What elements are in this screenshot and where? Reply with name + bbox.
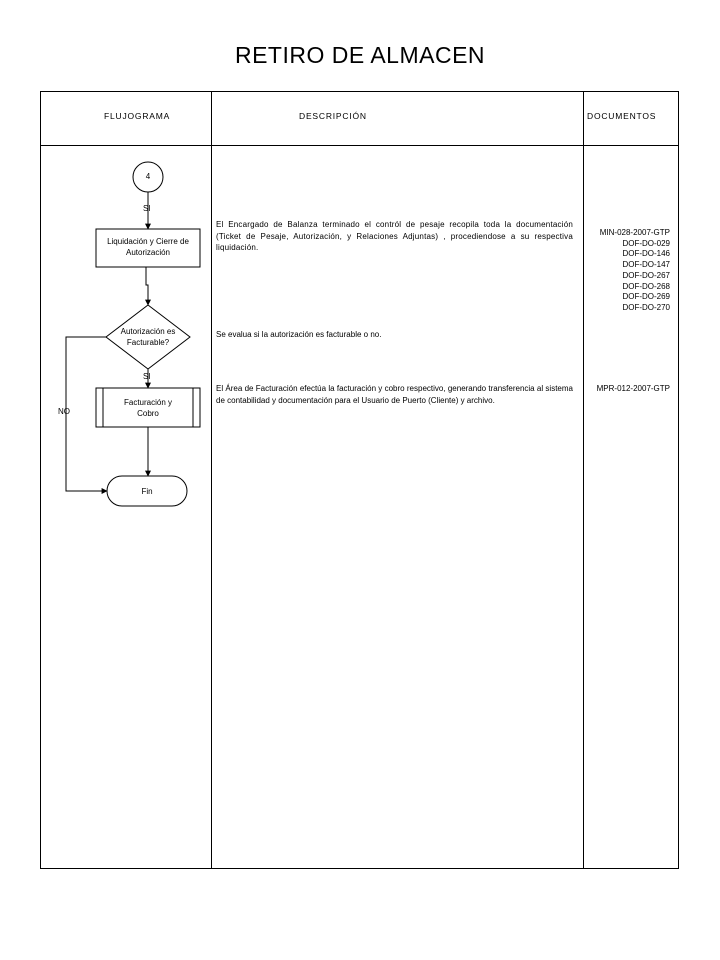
header-documentos: DOCUMENTOS <box>587 111 657 121</box>
page-title: RETIRO DE ALMACEN <box>234 42 486 68</box>
description-1: El Encargado de Balanza terminado el contról de pesaje recopila toda la documentación (Ticket de Pesaje, Autorización, y Relaciones Adjuntas) , procediendose a su respectiva liquidación. <box>216 220 573 252</box>
document-code: DOF-DO-029 <box>622 238 670 248</box>
document-code: MPR-012-2007-GTP <box>596 384 670 393</box>
documents-list-1 <box>584 228 670 314</box>
decision-label: Autorización es Facturable? <box>120 327 176 347</box>
header-flujograma: FLUJOGRAMA <box>104 111 171 121</box>
documents-list-2 <box>584 384 670 395</box>
document-code: DOF-DO-146 <box>622 249 670 259</box>
connector-label: 4 <box>145 172 151 181</box>
process-1-label: Liquidación y Cierre de Autorización <box>107 237 189 257</box>
description-2: Se evalua si la autorización es facturable o no. <box>216 330 382 339</box>
si-label-2: SI <box>143 372 151 381</box>
document-code: DOF-DO-270 <box>622 302 670 312</box>
si-label-1: SI <box>143 204 151 213</box>
document-code: DOF-DO-268 <box>622 281 670 291</box>
end-label: Fin <box>141 487 153 496</box>
header-descripcion: DESCRIPCIÓN <box>299 111 367 121</box>
process-2-label: Facturación y Cobro <box>123 398 173 418</box>
document-code: MIN-028-2007-GTP <box>599 228 670 237</box>
document-code: DOF-DO-267 <box>622 270 670 280</box>
no-label: NO <box>58 407 70 416</box>
document-code: DOF-DO-269 <box>622 292 670 302</box>
arrow-2 <box>146 267 148 305</box>
document-code: DOF-DO-147 <box>622 260 670 270</box>
description-3: El Área de Facturación efectúa la facturación y cobro respectivo, generando transferencia al sistema de contabilidad y documentación para el Usuario de Puerto (Cliente) y archivo. <box>216 384 573 405</box>
